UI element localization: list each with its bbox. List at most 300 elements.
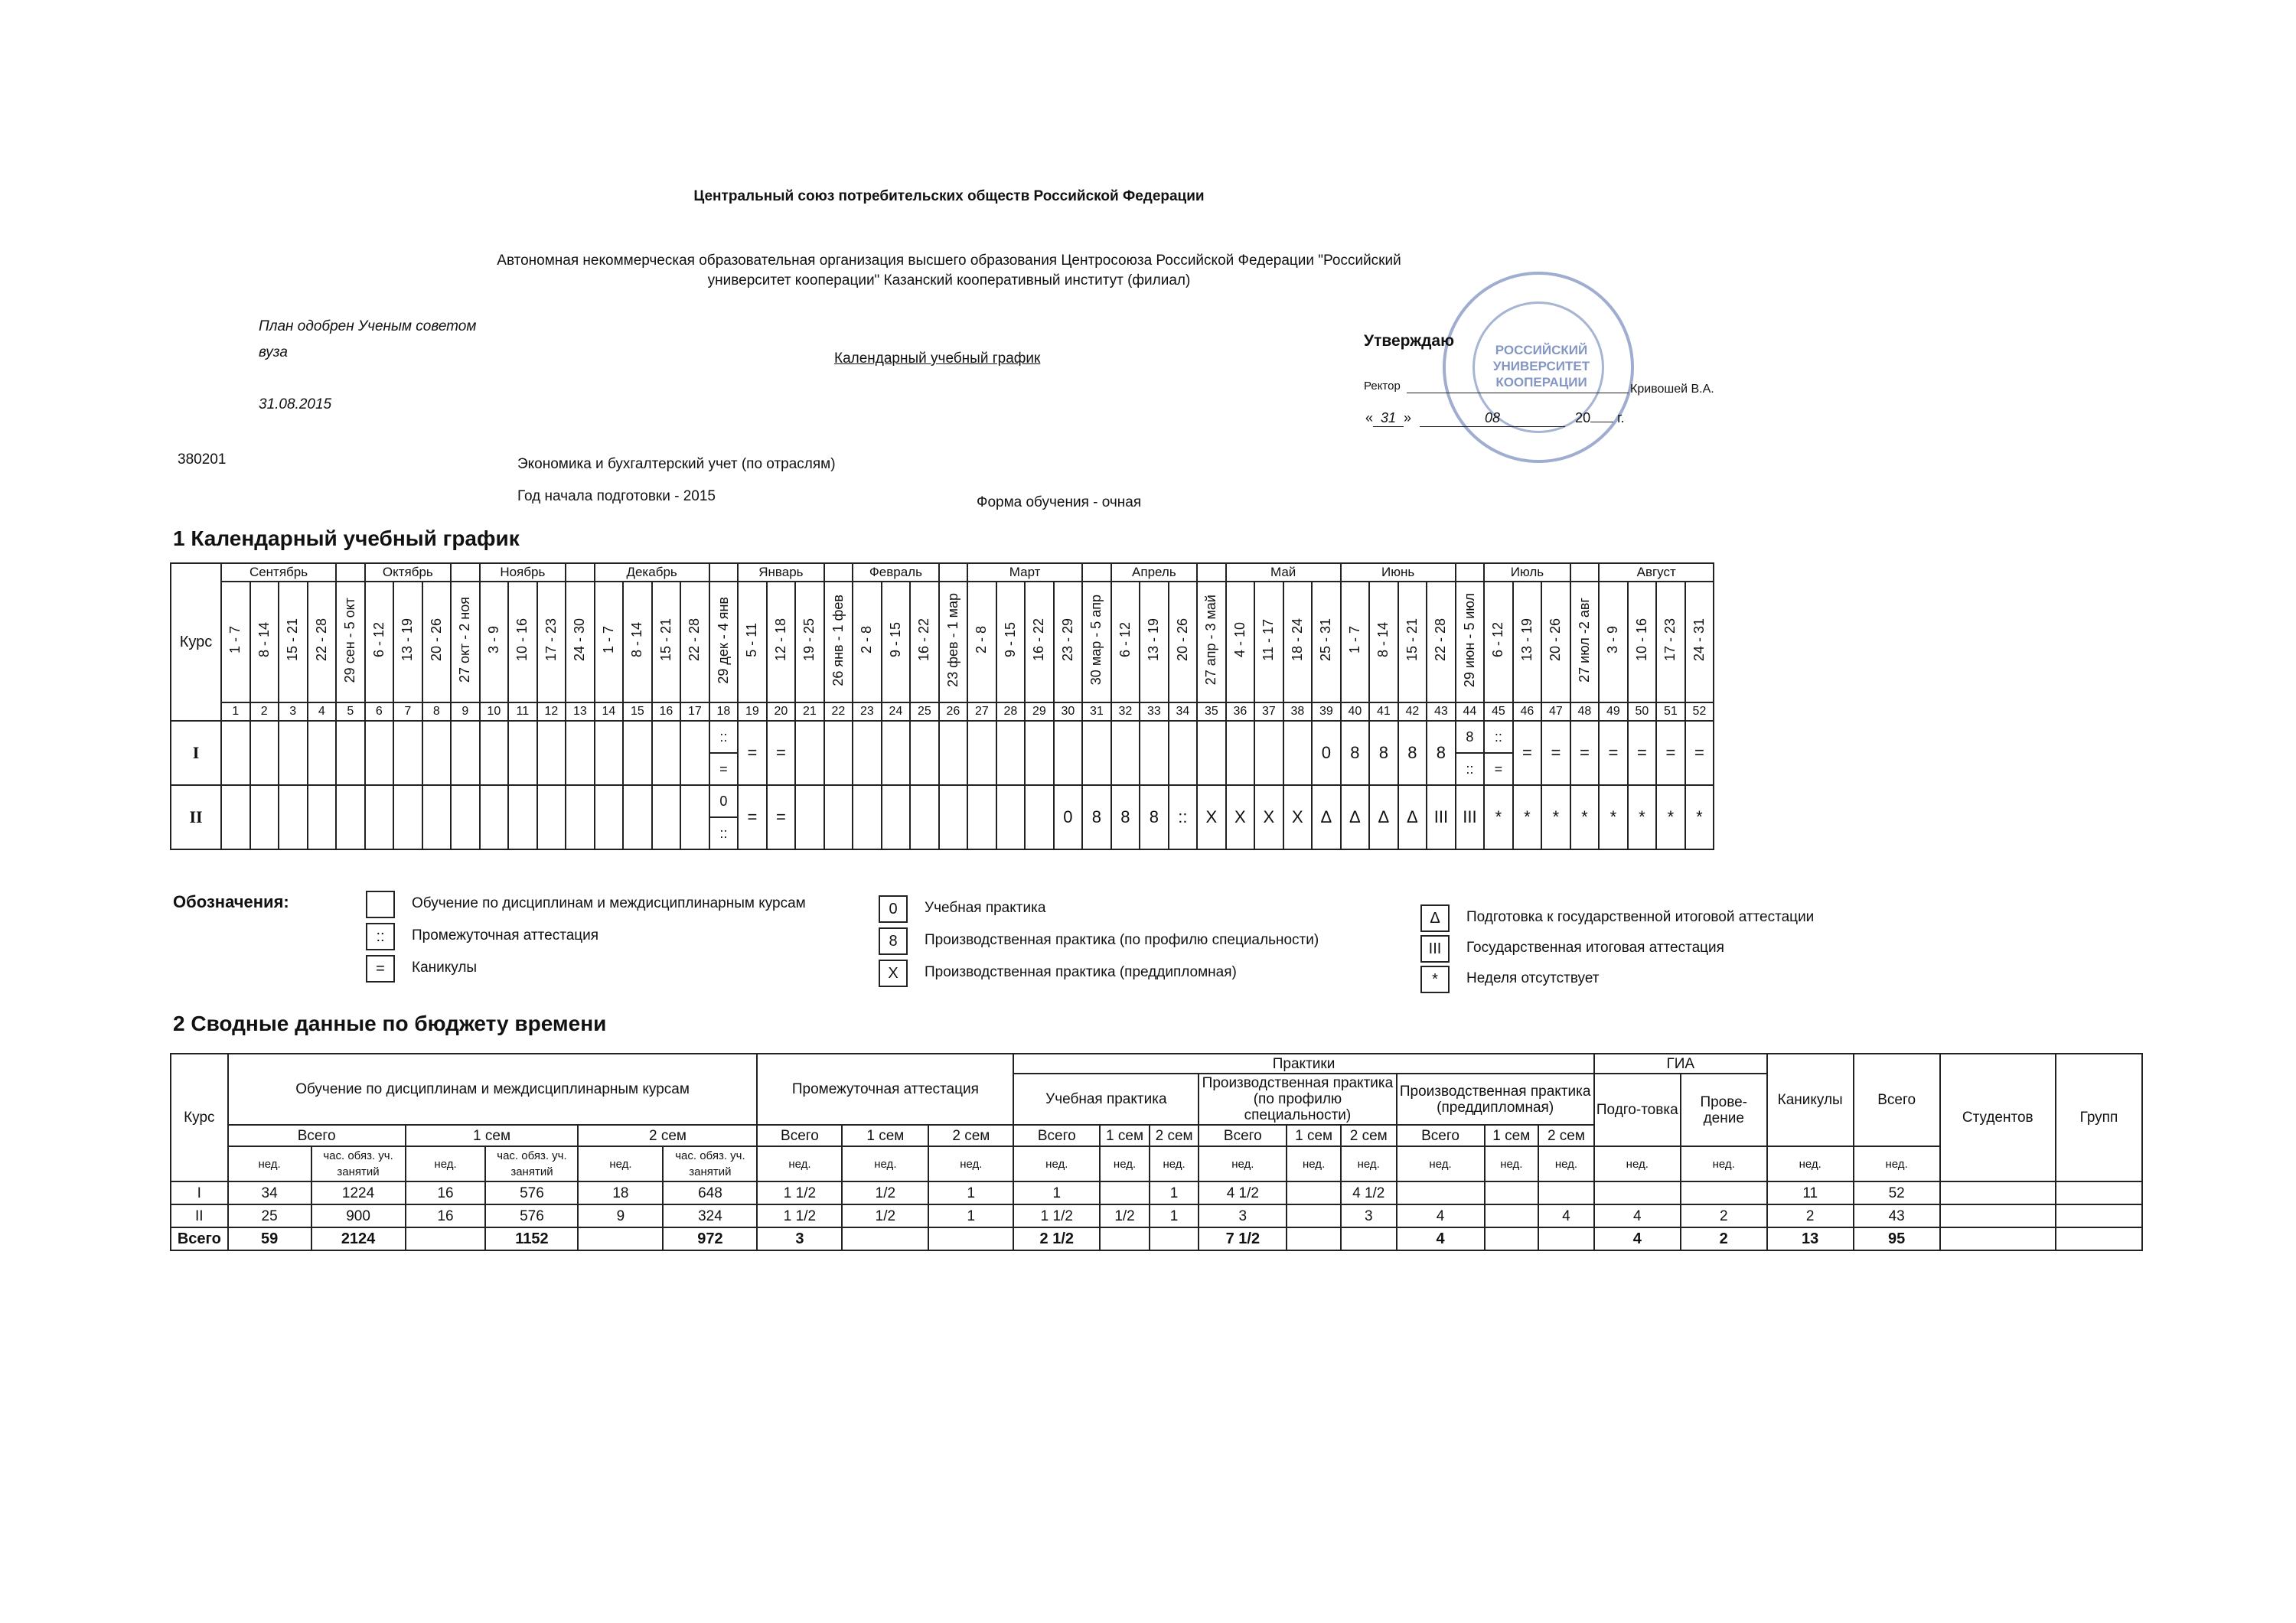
week-range-label: 29 сен - 5 окт: [342, 597, 358, 683]
legend-label: Промежуточная аттестация: [412, 927, 599, 943]
legend-label: Каникулы: [412, 960, 478, 976]
week-cell: [939, 785, 968, 849]
week-range: [1656, 582, 1685, 702]
week-cell: [221, 785, 250, 849]
bud-cell: [1940, 1181, 2056, 1204]
week-range-label: 10 - 16: [514, 618, 530, 662]
bud-h-vsego-promezh: Всего: [757, 1125, 842, 1146]
section2-title: 2 Сводные данные по бюджету времени: [173, 1012, 607, 1035]
week-cell: [824, 785, 853, 849]
legend-label: Подготовка к государственной итоговой аттестации: [1466, 909, 1815, 925]
confirm-label: Утверждаю: [1364, 332, 1455, 350]
bud-cell: 9: [578, 1204, 663, 1227]
legend-symbol: X: [879, 960, 908, 987]
week-range-label: 24 - 31: [1691, 618, 1707, 662]
bud-h-studentov: Студентов: [1940, 1054, 2056, 1181]
month-header: Ноябрь: [480, 563, 566, 582]
institution-seal: [1443, 272, 1634, 463]
week-cell: =: [767, 785, 796, 849]
month-header: Май: [1226, 563, 1341, 582]
week-number: 33: [1140, 702, 1169, 721]
month-header: Март: [967, 563, 1082, 582]
bud-cell: [1485, 1227, 1539, 1250]
bud-h-sem1-ucheb: 1 сем: [1100, 1125, 1150, 1146]
week-cell: [882, 721, 911, 785]
week-cell: [1054, 721, 1083, 785]
week-cell: 8: [1427, 721, 1456, 785]
week-range: [1140, 582, 1169, 702]
week-range-label: 6 - 12: [1117, 622, 1133, 658]
week-cell: =: [1656, 721, 1685, 785]
week-range: [1427, 582, 1456, 702]
legend-title: Обозначения:: [173, 892, 289, 911]
week-cell: [795, 721, 824, 785]
legend-label: Учебная практика: [925, 900, 1046, 916]
week-number: 45: [1484, 702, 1513, 721]
bud-cell: [1538, 1181, 1594, 1204]
bud-cell: [1100, 1227, 1150, 1250]
bud-h-ned: нед.: [578, 1146, 663, 1181]
month-gap: [709, 563, 739, 582]
week-number: 1: [221, 702, 250, 721]
week-range: [1312, 582, 1341, 702]
week-cell: [824, 721, 853, 785]
week-number: 4: [308, 702, 337, 721]
legend-label: Неделя отсутствует: [1466, 970, 1600, 986]
week-range-label: 10 - 16: [1633, 618, 1649, 662]
week-cell: 0: [1054, 785, 1083, 849]
sign-year-prefix: 20: [1575, 410, 1591, 425]
legend-label: Обучение по дисциплинам и междисциплинарным курсам: [412, 895, 806, 911]
week-number: 23: [853, 702, 882, 721]
week-range-label: 20 - 26: [1548, 618, 1564, 662]
week-range-label: 8 - 14: [256, 622, 272, 658]
bud-cell: [1940, 1204, 2056, 1227]
week-range: [250, 582, 279, 702]
bud-cell: [1681, 1181, 1767, 1204]
week-range-label: 16 - 22: [916, 618, 932, 662]
week-range: [1398, 582, 1427, 702]
bud-h-gia: ГИА: [1594, 1054, 1767, 1074]
section1-title: 1 Календарный учебный график: [173, 526, 520, 550]
doc-title: Календарный учебный график: [834, 350, 1041, 367]
week-cell: [680, 721, 709, 785]
bud-cell: 11: [1767, 1181, 1854, 1204]
week-cell: [279, 721, 308, 785]
week-number: 16: [652, 702, 681, 721]
bud-cell: 1/2: [842, 1181, 928, 1204]
bud-cell: 648: [663, 1181, 757, 1204]
bud-cell: 43: [1854, 1204, 1940, 1227]
week-cell: [910, 785, 939, 849]
week-range-label: 15 - 21: [1404, 618, 1420, 662]
bud-cell: 1/2: [842, 1204, 928, 1227]
bud-h-ned: нед.: [928, 1146, 1013, 1181]
bud-cell: [1940, 1227, 2056, 1250]
bud-h-kanikuly: Каникулы: [1767, 1054, 1854, 1146]
kurs-label: I: [171, 721, 221, 785]
bud-cell: 2: [1681, 1227, 1767, 1250]
week-number: 7: [393, 702, 422, 721]
week-cell: [1197, 721, 1226, 785]
bud-cell: 3: [757, 1227, 842, 1250]
week-cell: Δ: [1341, 785, 1370, 849]
month-header: Октябрь: [365, 563, 452, 582]
week-range: [537, 582, 566, 702]
bud-cell: 576: [485, 1181, 578, 1204]
week-range: [967, 582, 996, 702]
bud-h-sem1-obuch: 1 сем: [406, 1125, 579, 1146]
week-range-label: 30 мар - 5 апр: [1088, 595, 1104, 686]
week-cell: *: [1656, 785, 1685, 849]
month-header: Декабрь: [595, 563, 709, 582]
legend-symbol: 0: [879, 895, 908, 923]
bud-cell: 4: [1397, 1204, 1485, 1227]
bud-cell: [1100, 1181, 1150, 1204]
week-cell: [623, 721, 652, 785]
bud-h-ned: нед.: [406, 1146, 486, 1181]
week-cell: [623, 785, 652, 849]
week-range: [566, 582, 595, 702]
week-number: 39: [1312, 702, 1341, 721]
week-cell: [365, 785, 394, 849]
week-range-label: 26 янв - 1 фев: [830, 594, 846, 686]
week-number: 47: [1541, 702, 1570, 721]
week-cell: [422, 785, 452, 849]
month-header: Февраль: [853, 563, 939, 582]
bud-h-vsego: Всего: [1854, 1054, 1940, 1146]
week-number: 52: [1685, 702, 1714, 721]
week-range: [1484, 582, 1513, 702]
week-range: [1685, 582, 1714, 702]
week-cell: [996, 721, 1026, 785]
bud-cell: [2056, 1227, 2142, 1250]
week-cell: *: [1484, 785, 1513, 849]
week-range-label: 22 - 28: [1433, 618, 1449, 662]
speciality-name: Экономика и бухгалтерский учет (по отраслям): [517, 456, 836, 472]
legend-symbol: [366, 891, 395, 918]
week-range-label: 3 - 9: [1605, 626, 1621, 654]
bud-cell: 972: [663, 1227, 757, 1250]
week-cell: =: [1685, 721, 1714, 785]
week-cell: [1283, 721, 1313, 785]
bud-h-promezh: Промежуточная аттестация: [757, 1054, 1013, 1125]
week-range: [1111, 582, 1140, 702]
week-cell: [451, 785, 480, 849]
week-range: [1541, 582, 1570, 702]
bud-h-sem1-profil: 1 сем: [1287, 1125, 1341, 1146]
legend-symbol: 8: [879, 927, 908, 955]
week-range-label: 20 - 26: [428, 618, 444, 662]
week-number: 38: [1283, 702, 1313, 721]
week-range: [1628, 582, 1657, 702]
week-range: [480, 582, 509, 702]
approved-line2: вуза: [259, 344, 288, 360]
week-range: [767, 582, 796, 702]
week-cell: Δ: [1369, 785, 1398, 849]
budget-table: [170, 1053, 2143, 1251]
bud-cell: [406, 1227, 486, 1250]
week-cell: [967, 785, 996, 849]
bud-h-proizv-predd: Производственная практика (преддипломная): [1397, 1074, 1594, 1125]
bud-h-ned: нед.: [1485, 1146, 1539, 1181]
bud-cell: [1485, 1204, 1539, 1227]
week-cell-top: ::: [1484, 721, 1513, 753]
week-cell: [365, 721, 394, 785]
week-range: [308, 582, 337, 702]
bud-h-ned: нед.: [1100, 1146, 1150, 1181]
week-range: [1054, 582, 1083, 702]
week-cell: [910, 721, 939, 785]
week-range-label: 17 - 23: [1662, 618, 1678, 662]
bud-h-sem2-promezh: 2 сем: [928, 1125, 1013, 1146]
week-cell-bottom: ::: [709, 817, 739, 849]
sign-year-suffix: г.: [1617, 410, 1625, 425]
bud-cell: 18: [578, 1181, 663, 1204]
bud-cell: 16: [406, 1204, 486, 1227]
week-number: 36: [1226, 702, 1255, 721]
bud-h-ned: нед.: [1854, 1146, 1940, 1181]
bud-kurs: I: [171, 1181, 228, 1204]
week-number: 30: [1054, 702, 1083, 721]
week-cell: X: [1226, 785, 1255, 849]
week-cell: [939, 721, 968, 785]
bud-h-ned: нед.: [1594, 1146, 1681, 1181]
bud-h-sem2-ucheb: 2 сем: [1150, 1125, 1199, 1146]
week-cell: 8: [1140, 785, 1169, 849]
week-cell: =: [1599, 721, 1628, 785]
week-number: 32: [1111, 702, 1140, 721]
bud-h-sem2-obuch: 2 сем: [578, 1125, 757, 1146]
month-gap: [566, 563, 595, 582]
bud-cell: 2124: [311, 1227, 406, 1250]
week-range-label: 29 июн - 5 июл: [1461, 592, 1477, 688]
week-range: [1599, 582, 1628, 702]
week-cell: 8: [1111, 785, 1140, 849]
kurs-label: II: [171, 785, 221, 849]
week-cell: [1082, 721, 1111, 785]
week-range-label: 9 - 15: [1002, 622, 1018, 658]
week-range-label: 22 - 28: [313, 618, 329, 662]
bud-h-ned: нед.: [1681, 1146, 1767, 1181]
week-range-label: 4 - 10: [1231, 622, 1247, 658]
month-gap: [1082, 563, 1111, 582]
bud-h-sem2-predd: 2 сем: [1538, 1125, 1594, 1146]
week-cell: *: [1628, 785, 1657, 849]
week-cell: [393, 785, 422, 849]
month-gap: [1570, 563, 1600, 582]
week-number: 13: [566, 702, 595, 721]
week-range-label: 11 - 17: [1261, 619, 1277, 661]
week-cell-bottom: =: [709, 753, 739, 785]
bud-h-ned: нед.: [1397, 1146, 1485, 1181]
week-range: [1254, 582, 1283, 702]
month-header: Сентябрь: [221, 563, 336, 582]
bud-cell: 2: [1681, 1204, 1767, 1227]
week-range: [422, 582, 452, 702]
week-number: 9: [451, 702, 480, 721]
bud-cell: [1287, 1204, 1341, 1227]
week-number: 8: [422, 702, 452, 721]
week-cell: X: [1197, 785, 1226, 849]
week-range: [1341, 582, 1370, 702]
legend-label: Производственная практика (преддипломная): [925, 964, 1237, 980]
week-cell: [250, 785, 279, 849]
week-range: [365, 582, 394, 702]
bud-cell: 1: [1013, 1181, 1100, 1204]
bud-cell: 1: [1150, 1204, 1199, 1227]
sign-month: 08: [1420, 410, 1565, 427]
week-range-label: 1 - 7: [600, 626, 616, 654]
week-cell: 0: [1312, 721, 1341, 785]
bud-h-provedenie: Прове-дение: [1681, 1074, 1767, 1146]
week-cell: [221, 721, 250, 785]
week-range-label: 22 - 28: [687, 618, 703, 662]
month-gap: [336, 563, 365, 582]
bud-cell: 16: [406, 1181, 486, 1204]
week-cell: 8: [1398, 721, 1427, 785]
week-range-label: 13 - 19: [1146, 618, 1162, 662]
week-range-label: 25 - 31: [1318, 618, 1334, 662]
sign-day: 31: [1373, 410, 1404, 427]
week-cell: [1254, 721, 1283, 785]
week-cell: [422, 721, 452, 785]
bud-h-chas: час. обяз. уч. занятий: [311, 1146, 406, 1181]
bud-h-obuch: Обучение по дисциплинам и междисциплинарным курсам: [228, 1054, 758, 1125]
bud-cell: 2: [1767, 1204, 1854, 1227]
week-cell: X: [1254, 785, 1283, 849]
month-header: Январь: [738, 563, 824, 582]
bud-h-chas: час. обяз. уч. занятий: [663, 1146, 757, 1181]
month-header: Август: [1599, 563, 1714, 582]
week-cell: [250, 721, 279, 785]
bud-cell: [1594, 1181, 1681, 1204]
week-range-label: 29 дек - 4 янв: [715, 596, 731, 684]
week-range: [393, 582, 422, 702]
week-cell: [508, 785, 537, 849]
week-range: [221, 582, 250, 702]
month-gap: [824, 563, 853, 582]
week-range-label: 5 - 11: [744, 623, 760, 657]
week-number: 14: [595, 702, 624, 721]
week-range-label: 1 - 7: [1346, 626, 1362, 654]
week-range: [279, 582, 308, 702]
bud-cell: 4 1/2: [1341, 1181, 1397, 1204]
bud-h-praktiki: Практики: [1013, 1054, 1593, 1074]
week-range: [652, 582, 681, 702]
week-cell: =: [1513, 721, 1542, 785]
bud-cell: [2056, 1204, 2142, 1227]
week-cell-top: ::: [709, 721, 739, 753]
week-cell: =: [1570, 721, 1600, 785]
bud-h-ned: нед.: [1767, 1146, 1854, 1181]
bud-h-chas: час. обяз. уч. занятий: [485, 1146, 578, 1181]
week-cell: [279, 785, 308, 849]
week-range-label: 1 - 7: [227, 626, 243, 654]
week-cell-top: 8: [1456, 721, 1485, 753]
week-number: 34: [1169, 702, 1198, 721]
week-range: [1513, 582, 1542, 702]
week-cell-bottom: =: [1484, 753, 1513, 785]
bud-h-vsego-obuch: Всего: [228, 1125, 406, 1146]
week-cell: [652, 721, 681, 785]
week-range: [1082, 582, 1111, 702]
bud-cell: 1 1/2: [1013, 1204, 1100, 1227]
week-range-label: 27 апр - 3 май: [1203, 595, 1219, 686]
bud-cell: 900: [311, 1204, 406, 1227]
bud-cell: 3: [1341, 1204, 1397, 1227]
week-cell: X: [1283, 785, 1313, 849]
week-number: 31: [1082, 702, 1111, 721]
week-range: [1369, 582, 1398, 702]
week-number: 20: [767, 702, 796, 721]
bud-h-vsego-predd: Всего: [1397, 1125, 1485, 1146]
bud-h-sem2-profil: 2 сем: [1341, 1125, 1397, 1146]
week-cell: [853, 785, 882, 849]
bud-cell: 25: [228, 1204, 311, 1227]
week-number: 41: [1369, 702, 1398, 721]
week-cell: [308, 721, 337, 785]
week-cell: III: [1456, 785, 1485, 849]
week-cell: [1025, 785, 1054, 849]
bud-cell: 576: [485, 1204, 578, 1227]
week-cell: [595, 785, 624, 849]
month-gap: [1456, 563, 1485, 582]
week-number: 24: [882, 702, 911, 721]
week-range: [623, 582, 652, 702]
bud-cell: 1 1/2: [757, 1204, 842, 1227]
week-range-label: 8 - 14: [629, 622, 645, 658]
week-cell: [652, 785, 681, 849]
week-range-label: 17 - 23: [543, 618, 559, 662]
week-range: [824, 582, 853, 702]
week-cell: [508, 721, 537, 785]
bud-h-podgotovka: Подго-товка: [1594, 1074, 1681, 1146]
week-range: [1169, 582, 1198, 702]
bud-cell: 52: [1854, 1181, 1940, 1204]
bud-cell: 1: [1150, 1181, 1199, 1204]
week-cell: [1169, 721, 1198, 785]
week-cell: III: [1427, 785, 1456, 849]
bud-cell: 7 1/2: [1199, 1227, 1287, 1250]
bud-h-sem1-promezh: 1 сем: [842, 1125, 928, 1146]
legend-symbol: =: [366, 955, 395, 983]
bud-cell: 4: [1594, 1227, 1681, 1250]
bud-h-ned: нед.: [1013, 1146, 1100, 1181]
legend-label: Производственная практика (по профилю специальности): [925, 932, 1319, 948]
week-number: 5: [336, 702, 365, 721]
week-cell: [537, 785, 566, 849]
week-cell: Δ: [1398, 785, 1427, 849]
week-number: 12: [537, 702, 566, 721]
week-range: [738, 582, 767, 702]
week-cell: [451, 721, 480, 785]
week-cell: ::: [1169, 785, 1198, 849]
week-range: [451, 582, 480, 702]
week-cell: [480, 721, 509, 785]
approved-line1: План одобрен Ученым советом: [259, 318, 477, 334]
week-range: [1197, 582, 1226, 702]
week-range-label: 19 - 25: [801, 618, 817, 662]
week-range: [910, 582, 939, 702]
bud-h-grupp: Групп: [2056, 1054, 2142, 1181]
week-range-label: 2 - 8: [974, 626, 990, 654]
rector-label: Ректор: [1364, 380, 1401, 393]
start-year: Год начала подготовки - 2015: [517, 488, 716, 504]
week-range-label: 13 - 19: [400, 618, 416, 662]
week-cell: 8: [1369, 721, 1398, 785]
week-range: [1226, 582, 1255, 702]
